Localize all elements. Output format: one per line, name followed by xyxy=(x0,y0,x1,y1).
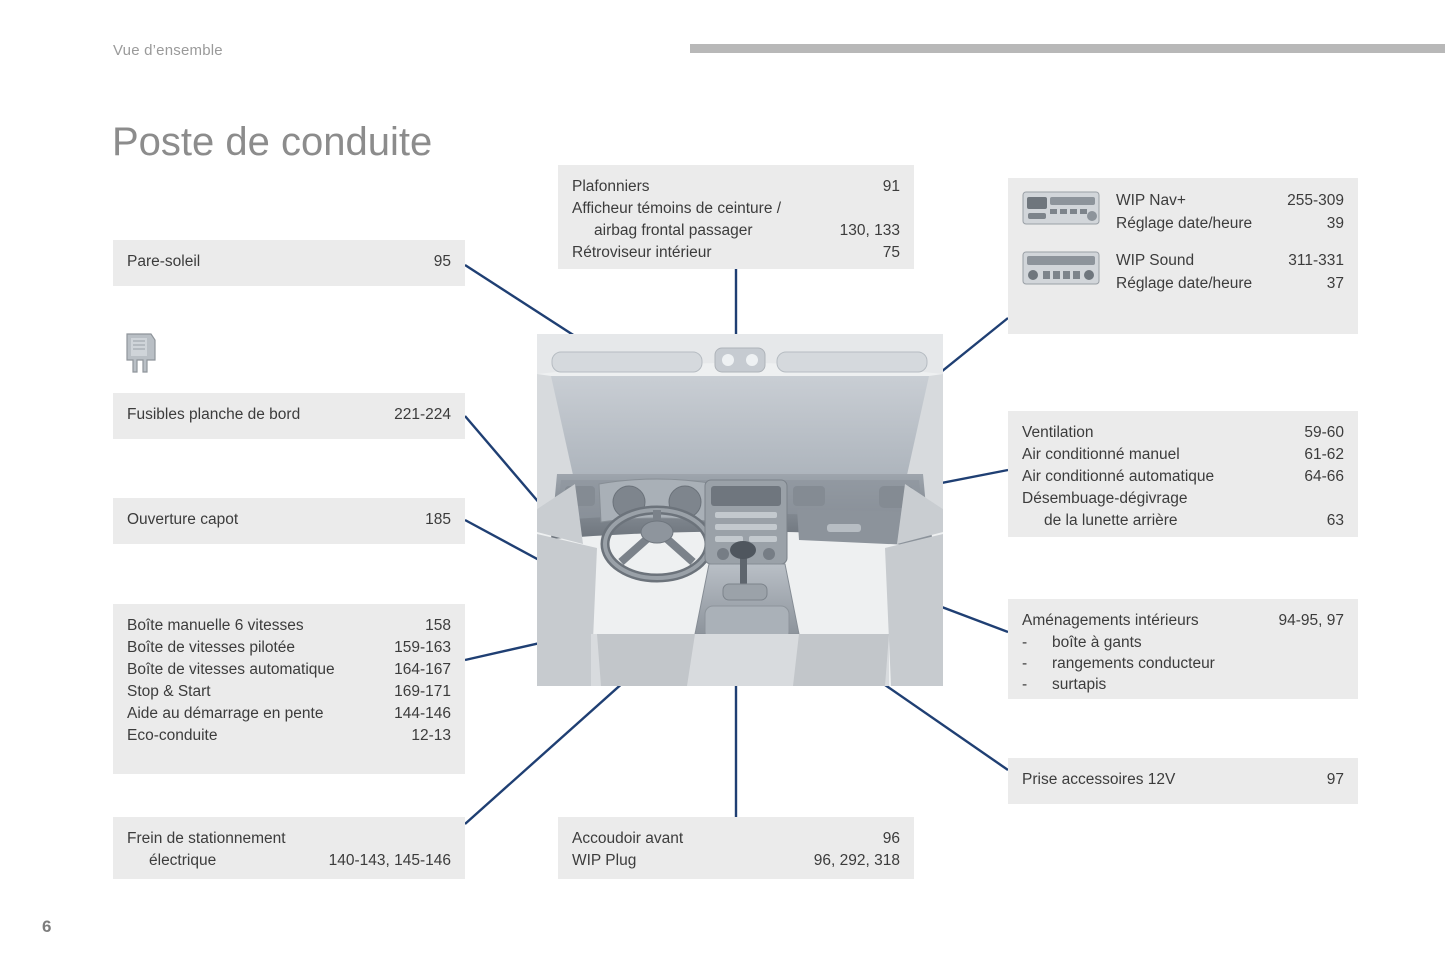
callout-row xyxy=(572,220,900,242)
callout-page: 63 xyxy=(1326,512,1344,529)
callout-fusibles xyxy=(113,393,465,439)
callout-page: 61-62 xyxy=(1304,446,1344,463)
page-number: 6 xyxy=(42,917,52,936)
callout-label: Frein de stationnement xyxy=(127,830,286,847)
callout-label: boîte à gants xyxy=(1052,634,1142,651)
car-radio-nav-icon xyxy=(1022,191,1100,225)
dash-marker: - xyxy=(1022,634,1028,651)
callout-row xyxy=(1022,466,1344,488)
callout-page: 12-13 xyxy=(411,727,451,744)
callout-page: 96, 292, 318 xyxy=(813,852,900,869)
callout-pare-soleil xyxy=(113,240,465,286)
callout-label: Pare-soleil xyxy=(127,253,201,270)
car-dashboard-illustration xyxy=(537,334,943,686)
dash-marker: - xyxy=(1022,655,1028,672)
callout-ventilation xyxy=(1008,411,1358,537)
callout-label: Réglage date/heure xyxy=(1116,215,1253,232)
callout-page: 39 xyxy=(1326,215,1344,232)
callout-label: Réglage date/heure xyxy=(1116,275,1253,292)
callout-boites-vitesses xyxy=(113,604,465,774)
callout-row xyxy=(1022,444,1344,466)
dash-marker: - xyxy=(1022,676,1028,693)
callout-row xyxy=(572,198,900,220)
callout-label: WIP Nav+ xyxy=(1116,192,1186,209)
callout-page: 185 xyxy=(425,511,451,528)
callout-page: 96 xyxy=(882,830,900,847)
callout-page: 159-163 xyxy=(394,639,451,656)
callout-sub-item xyxy=(1022,653,1344,674)
callout-label: Eco-conduite xyxy=(127,727,218,744)
callout-row xyxy=(1022,610,1344,632)
callout-label: Rétroviseur intérieur xyxy=(572,244,712,261)
callout-row xyxy=(1116,212,1344,235)
callout-row xyxy=(127,725,451,747)
callout-page: 169-171 xyxy=(394,683,451,700)
callout-amenagements-interieurs xyxy=(1008,599,1358,699)
callout-label: rangements conducteur xyxy=(1052,655,1215,672)
callout-row xyxy=(1022,488,1344,510)
callout-prise-accessoires xyxy=(1008,758,1358,804)
callout-row xyxy=(127,659,451,681)
callout-label: WIP Sound xyxy=(1116,252,1195,269)
callout-label: Boîte de vitesses pilotée xyxy=(127,639,296,656)
callout-label: Fusibles planche de bord xyxy=(127,406,301,423)
callout-page: 221-224 xyxy=(394,406,451,423)
callout-row xyxy=(127,404,451,426)
callout-sub-item xyxy=(1022,632,1344,653)
callout-page: 130, 133 xyxy=(839,222,900,239)
wip-entry xyxy=(1022,249,1344,295)
callout-label: Air conditionné manuel xyxy=(1022,446,1180,463)
callout-label: Aide au démarrage en pente xyxy=(127,705,324,722)
callout-page: 97 xyxy=(1326,771,1344,788)
callout-frein-stationnement xyxy=(113,817,465,879)
callout-label: de la lunette arrière xyxy=(1044,512,1178,529)
callout-label: Prise accessoires 12V xyxy=(1022,771,1176,788)
callout-row xyxy=(127,703,451,725)
wip-entry xyxy=(1022,189,1344,235)
callout-row xyxy=(572,176,900,198)
callout-label: Afficheur témoins de ceinture / xyxy=(572,200,782,217)
callout-plafonniers xyxy=(558,165,914,269)
callout-page: 311-331 xyxy=(1288,252,1344,269)
callout-row xyxy=(572,850,900,872)
callout-row xyxy=(127,681,451,703)
car-radio-sound-icon xyxy=(1022,251,1100,285)
callout-row xyxy=(1022,422,1344,444)
callout-page: 75 xyxy=(882,244,900,261)
callout-label: surtapis xyxy=(1052,676,1107,693)
fuse-icon xyxy=(121,330,161,375)
callout-page: 59-60 xyxy=(1304,424,1344,441)
callout-label: Aménagements intérieurs xyxy=(1022,612,1199,629)
callout-page: 255-309 xyxy=(1287,192,1344,209)
callout-row xyxy=(1116,249,1344,272)
callout-page: 164-167 xyxy=(394,661,451,678)
callout-row xyxy=(572,828,900,850)
callout-label: Accoudoir avant xyxy=(572,830,684,847)
callout-row xyxy=(1116,272,1344,295)
callout-page: 37 xyxy=(1326,275,1344,292)
callout-wip-audio xyxy=(1008,178,1358,334)
callout-sub-item xyxy=(1022,674,1344,695)
callout-label: WIP Plug xyxy=(572,852,637,869)
callout-page: 144-146 xyxy=(394,705,451,722)
callout-label: Ouverture capot xyxy=(127,511,239,528)
callout-label: Stop & Start xyxy=(127,683,211,700)
callout-accoudoir-avant xyxy=(558,817,914,879)
callout-label: Désembuage-dégivrage xyxy=(1022,490,1188,507)
section-label: Vue d’ensemble xyxy=(113,42,223,59)
callout-row xyxy=(1022,510,1344,532)
callout-row xyxy=(127,509,451,531)
callout-row xyxy=(127,637,451,659)
callout-page: 95 xyxy=(433,253,451,270)
callout-page: 158 xyxy=(425,617,451,634)
callout-label: airbag frontal passager xyxy=(594,222,753,239)
callout-page: 94-95, 97 xyxy=(1278,612,1344,629)
callout-label: Plafonniers xyxy=(572,178,650,195)
callout-page: 140-143, 145-146 xyxy=(328,852,451,869)
header-rule xyxy=(690,44,1445,53)
callout-ouverture-capot xyxy=(113,498,465,544)
callout-row xyxy=(127,828,451,850)
callout-row xyxy=(1022,769,1344,791)
callout-row xyxy=(127,850,451,872)
callout-label: Boîte de vitesses automatique xyxy=(127,661,335,678)
callout-row xyxy=(572,242,900,264)
callout-label: Ventilation xyxy=(1022,424,1094,441)
callout-row xyxy=(127,251,451,273)
callout-label: électrique xyxy=(149,852,217,869)
callout-row xyxy=(127,615,451,637)
page-title: Poste de conduite xyxy=(112,119,433,164)
callout-label: Air conditionné automatique xyxy=(1022,468,1215,485)
callout-page: 91 xyxy=(882,178,900,195)
callout-label: Boîte manuelle 6 vitesses xyxy=(127,617,304,634)
callout-row xyxy=(1116,189,1344,212)
callout-page: 64-66 xyxy=(1304,468,1344,485)
